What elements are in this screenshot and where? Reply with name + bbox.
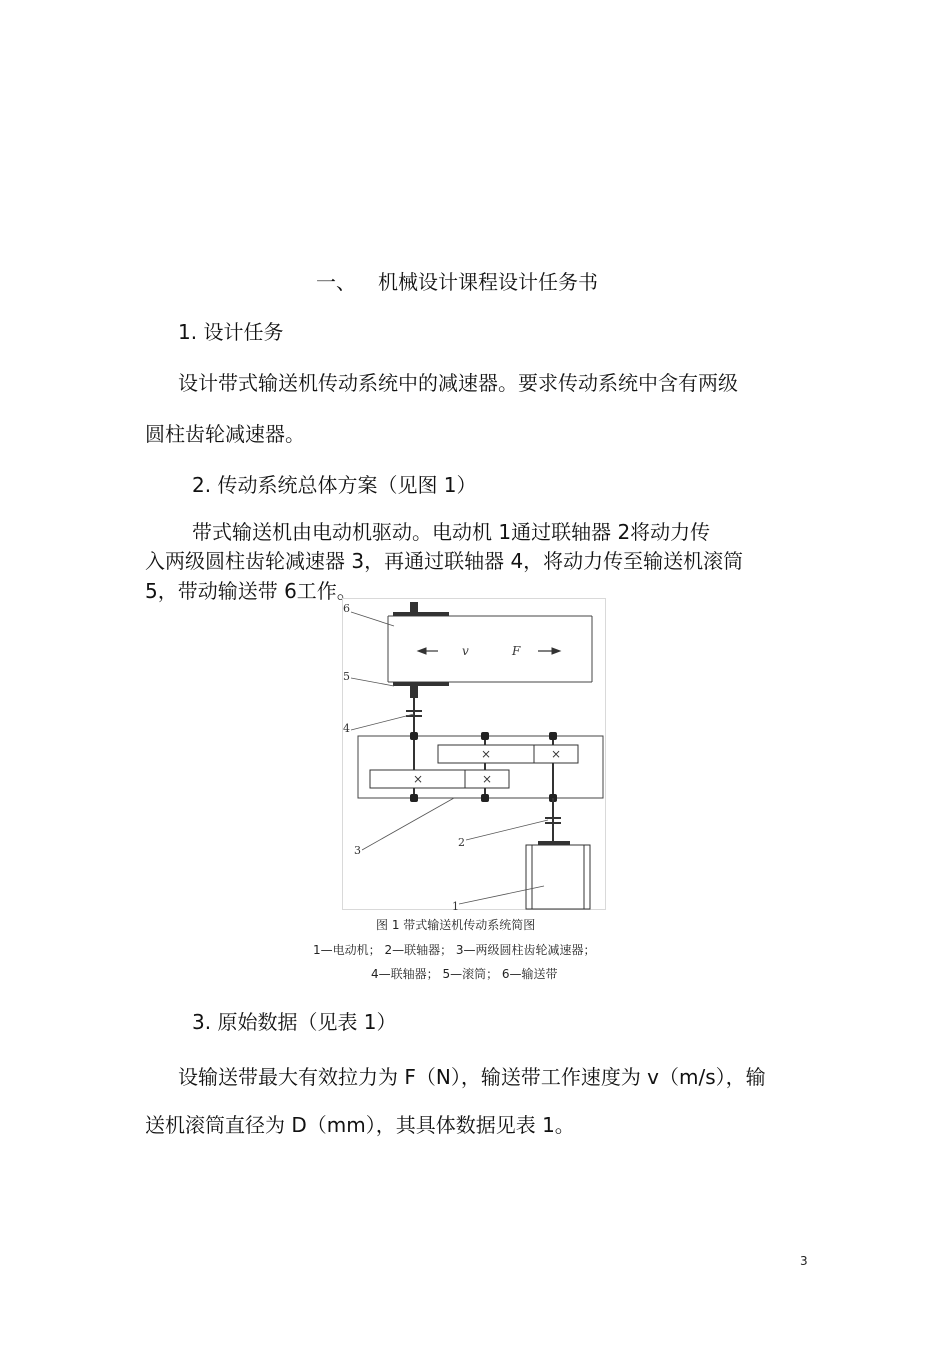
figure-caption: 图 1 带式输送机传动系统简图 bbox=[376, 918, 536, 932]
heading bbox=[316, 266, 598, 295]
transmission-diagram bbox=[342, 598, 606, 910]
label-4: 4 bbox=[343, 722, 350, 735]
para1-line2: 圆柱齿轮减速器。 bbox=[145, 422, 305, 446]
label-2: 2 bbox=[458, 836, 465, 849]
label-5: 5 bbox=[343, 670, 350, 683]
para2-line2: 入两级圆柱齿轮减速器 3，再通过联轴器 4，将动力传至输送机滚筒 bbox=[145, 549, 744, 573]
force-label: F bbox=[512, 644, 521, 658]
section-1-title: 1. 设计任务 bbox=[178, 320, 284, 344]
bearings bbox=[410, 732, 557, 802]
section-3-title: 3. 原始数据（见表 1） bbox=[192, 1010, 397, 1034]
page-number: 3 bbox=[800, 1254, 808, 1268]
svg-text:×: × bbox=[480, 747, 492, 761]
velocity-label: v bbox=[462, 644, 469, 658]
svg-text:×: × bbox=[550, 747, 562, 761]
heading-number: 一、 bbox=[316, 270, 356, 294]
para2-line3: 5，带动输送带 6工作。 bbox=[145, 579, 357, 603]
conveyor-belt bbox=[388, 616, 592, 682]
motor bbox=[526, 841, 590, 909]
svg-text:×: × bbox=[481, 772, 493, 786]
para3-line2: 送机滚筒直径为 D（mm），其具体数据见表 1。 bbox=[145, 1113, 575, 1137]
section-2-title: 2. 传动系统总体方案（见图 1） bbox=[192, 473, 477, 497]
para2-line1: 带式输送机由电动机驱动。电动机 1通过联轴器 2将动力传 bbox=[192, 520, 711, 544]
heading-title: 机械设计课程设计任务书 bbox=[378, 270, 598, 294]
svg-text:×: × bbox=[412, 772, 424, 786]
para1-line1: 设计带式输送机传动系统中的减速器。要求传动系统中含有两级 bbox=[178, 371, 738, 395]
para3-line1: 设输送带最大有效拉力为 F（N），输送带工作速度为 v（m/s），输 bbox=[178, 1065, 766, 1089]
figure-legend-line2: 4—联轴器； 5—滚筒； 6—输送带 bbox=[371, 967, 558, 981]
coupling-4 bbox=[406, 698, 422, 736]
label-6: 6 bbox=[343, 602, 350, 615]
label-1: 1 bbox=[452, 900, 459, 910]
belt-arrows bbox=[418, 648, 560, 654]
label-3: 3 bbox=[354, 844, 361, 857]
coupling-2 bbox=[545, 798, 561, 844]
figure-legend-line1: 1—电动机； 2—联轴器； 3—两级圆柱齿轮减速器； bbox=[313, 943, 596, 957]
